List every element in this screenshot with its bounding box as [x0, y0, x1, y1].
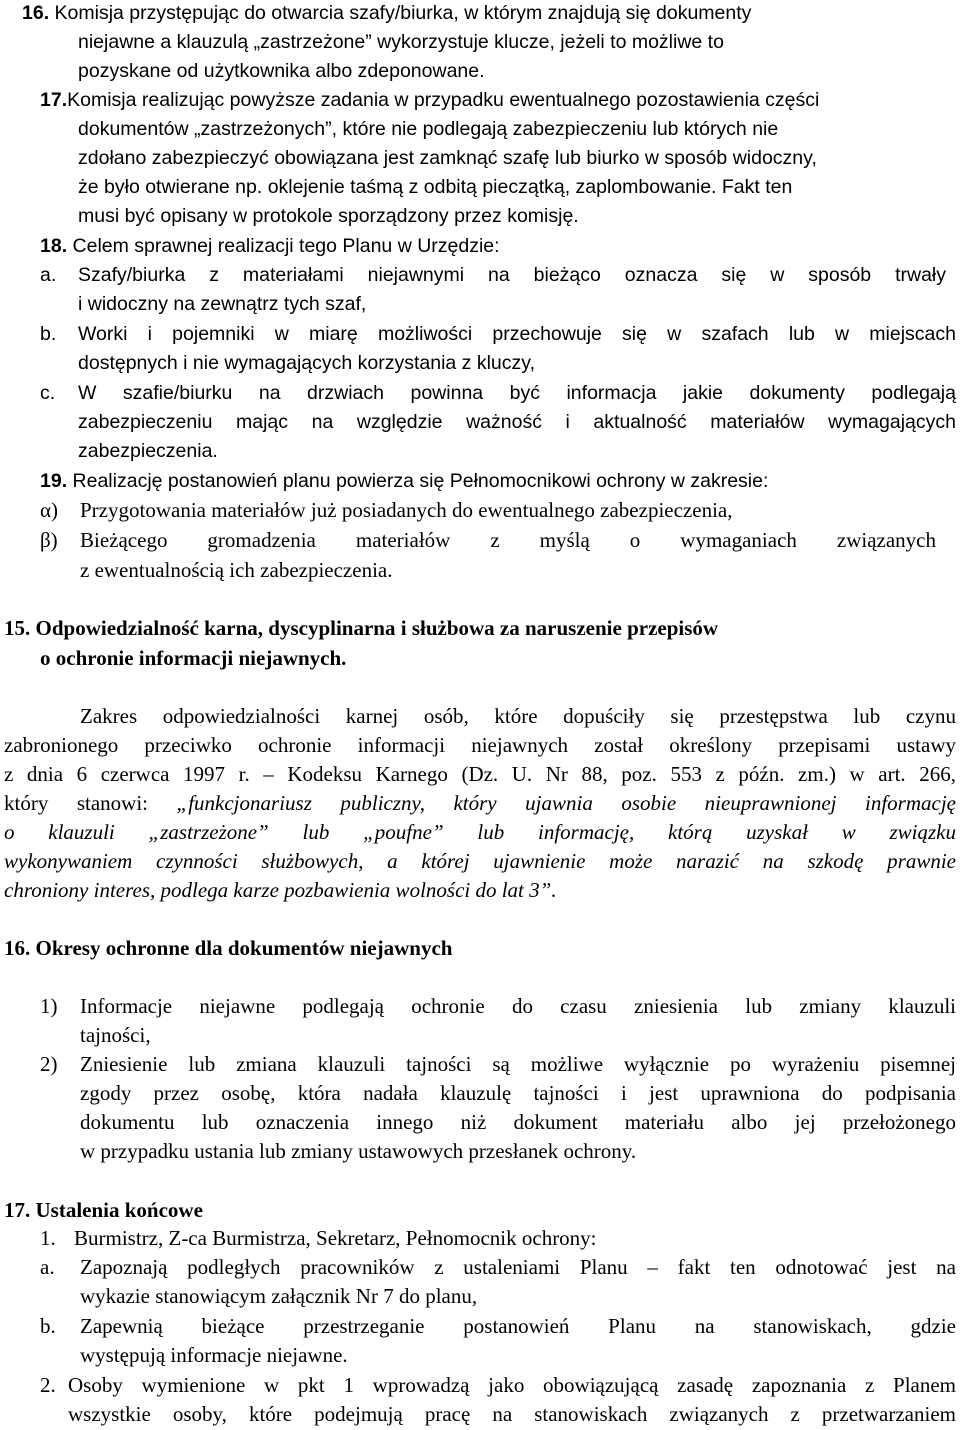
item-18 [40, 232, 500, 261]
item-19-alpha-label: α) [40, 498, 58, 522]
section-16-item-2-line-4: w przypadku ustania lub zmiany ustawowych przesłanek ochrony. [80, 1139, 637, 1163]
section-15-heading-line-1: 15. Odpowiedzialność karna, dyscyplinarna i służbowa za naruszenie przepisów [4, 616, 719, 640]
section-16-item-1-line-1: Informacje niejawne podlegają ochronie do czasu zniesienia lub zmiany klauzuli [80, 994, 956, 1018]
section-17-p2-line-1: Osoby wymienione w pkt 1 wprowadzą jako obowiązującą zasadę zapoznania z Planem [68, 1373, 956, 1397]
item-18-a-line-2: i widoczny na zewnątrz tych szaf, [78, 293, 367, 315]
section-15-p-line-4 [4, 789, 956, 818]
item-18-number: 18. [40, 235, 68, 257]
item-17-line-5: musi być opisany w protokole sporządzony przez komisję. [78, 205, 579, 227]
section-15-p-line-1: Zakres odpowiedzialności karnej osób, które dopuściły się przestępstwa lub czynu [80, 704, 956, 728]
item-16-line-3: pozyskane od użytkownika albo zdeponowane. [78, 60, 485, 82]
item-16-number: 16. [22, 2, 50, 24]
item-17 [40, 86, 819, 115]
item-19-beta-line-1: Bieżącego gromadzenia materiałów z myślą o wymaganiach związanych [80, 528, 936, 552]
item-18-c-line-2: zabezpieczeniu mając na względzie ważność i aktualność materiałów wymagających [78, 411, 956, 433]
item-18-b-line-1: Worki i pojemniki w miarę możliwości przechowuje się w szafach lub w miejscach [78, 323, 956, 345]
item-18-a-line-1: Szafy/biurka z materiałami niejawnymi na bieżąco oznacza się w sposób trwały [78, 264, 946, 286]
section-16-item-1-label: 1) [40, 994, 58, 1018]
section-17-a-line-2: wykazie stanowiącym załącznik Nr 7 do planu, [80, 1284, 478, 1308]
section-15-quote-start: „funkcjonariusz publiczny, który ujawnia osobie nieuprawnionej informację [176, 791, 956, 815]
section-16-item-2-label: 2) [40, 1052, 58, 1076]
section-15-p-line-2: zabronionego przeciwko ochronie informacji niejawnych został określony przepisami ustawy [4, 733, 956, 757]
section-16-heading: 16. Okresy ochronne dla dokumentów niejawnych [4, 936, 453, 960]
section-17-a-label: a. [40, 1255, 55, 1279]
section-16-item-1-line-2: tajności, [80, 1023, 151, 1047]
item-18-a-label: a. [40, 264, 57, 286]
section-16-item-2-line-1: Zniesienie lub zmiana klauzuli tajności są możliwe wyłącznie po wyrażeniu pisemnej [80, 1052, 956, 1076]
section-16-item-2-line-3: dokumentu lub oznaczenia innego niż dokument materiału albo jej przełożonego [80, 1110, 956, 1134]
item-18-c-line-3: zabezpieczenia. [78, 440, 218, 462]
section-17-heading: 17. Ustalenia końcowe [4, 1198, 203, 1222]
section-15-quote-line-2: o klauzuli „zastrzeżone” lub „poufne” lub informację, którą uzyskał w związku [4, 820, 956, 844]
item-16-line-2: niejawne a klauzulą „zastrzeżone” wykorzystuje klucze, jeżeli to możliwe to [78, 31, 724, 53]
item-18-c-line-1: W szafie/biurku na drzwiach powinna być informacja jakie dokumenty podlegają [78, 382, 956, 404]
item-18-b-label: b. [40, 323, 57, 345]
item-17-line-1: Komisja realizując powyższe zadania w przypadku ewentualnego pozostawienia części [67, 89, 820, 111]
item-17-line-4: że było otwierane np. oklejenie taśmą z odbitą pieczątką, zaplombowanie. Fakt ten [78, 176, 793, 198]
section-17-b-label: b. [40, 1314, 56, 1338]
section-17-b-line-2: występują informacje niejawne. [80, 1343, 348, 1367]
section-15-quote-line-4: chroniony interes, podlega karze pozbawienia wolności do lat 3”. [4, 878, 557, 902]
item-19 [40, 467, 768, 496]
item-19-beta-label: β) [40, 528, 58, 552]
item-17-line-2: dokumentów „zastrzeżonych”, które nie podlegają zabezpieczeniu lub których nie [78, 118, 779, 140]
section-17-b-line-1: Zapewnią bieżące przestrzeganie postanowień Planu na stanowiskach, gdzie [80, 1314, 956, 1338]
item-18-text: Celem sprawnej realizacji tego Planu w Urzędzie: [72, 235, 500, 257]
item-19-number: 19. [40, 470, 68, 492]
section-17-a-line-1: Zapoznają podległych pracowników z ustaleniami Planu – fakt ten odnotować jest na [80, 1255, 956, 1279]
item-19-beta-line-2: z ewentualnością ich zabezpieczenia. [80, 558, 393, 582]
item-16 [22, 0, 751, 28]
section-17-p1-text: Burmistrz, Z-ca Burmistrza, Sekretarz, Pełnomocnik ochrony: [74, 1226, 597, 1250]
section-15-p-line-3: z dnia 6 czerwca 1997 r. – Kodeksu Karnego (Dz. U. Nr 88, poz. 553 z późn. zm.) w art. 266, [4, 762, 956, 786]
section-16-item-2-line-2: zgody przez osobę, która nadała klauzulę tajności i jest uprawniona do podpisania [80, 1081, 956, 1105]
section-15-p-line-4-prefix: który stanowi: [4, 791, 177, 815]
item-18-c-label: c. [40, 382, 56, 404]
section-17-p2-line-2: wszystkie osoby, które podejmują pracę na stanowiskach związanych z przetwarzaniem [68, 1402, 956, 1426]
item-16-line-1: Komisja przystępując do otwarcia szafy/biurka, w którym znajdują się dokumenty [54, 2, 752, 24]
section-15-quote-line-3: wykonywaniem czynności służbowych, a której ujawnienie może narazić na szkodę prawnie [4, 849, 956, 873]
item-17-number: 17. [40, 89, 68, 111]
item-17-line-3: zdołano zabezpieczyć obowiązana jest zamknąć szafę lub biurko w sposób widoczny, [78, 147, 817, 169]
item-19-alpha-text: Przygotowania materiałów już posiadanych do ewentualnego zabezpieczenia, [80, 498, 733, 522]
section-15-heading-line-2: o ochronie informacji niejawnych. [40, 646, 347, 670]
item-18-b-line-2: dostępnych i nie wymagających korzystania z kluczy, [78, 352, 536, 374]
item-19-text: Realizację postanowień planu powierza się Pełnomocnikowi ochrony w zakresie: [72, 470, 769, 492]
section-17-p1-label: 1. [40, 1226, 56, 1250]
section-17-p2-label: 2. [40, 1373, 56, 1397]
